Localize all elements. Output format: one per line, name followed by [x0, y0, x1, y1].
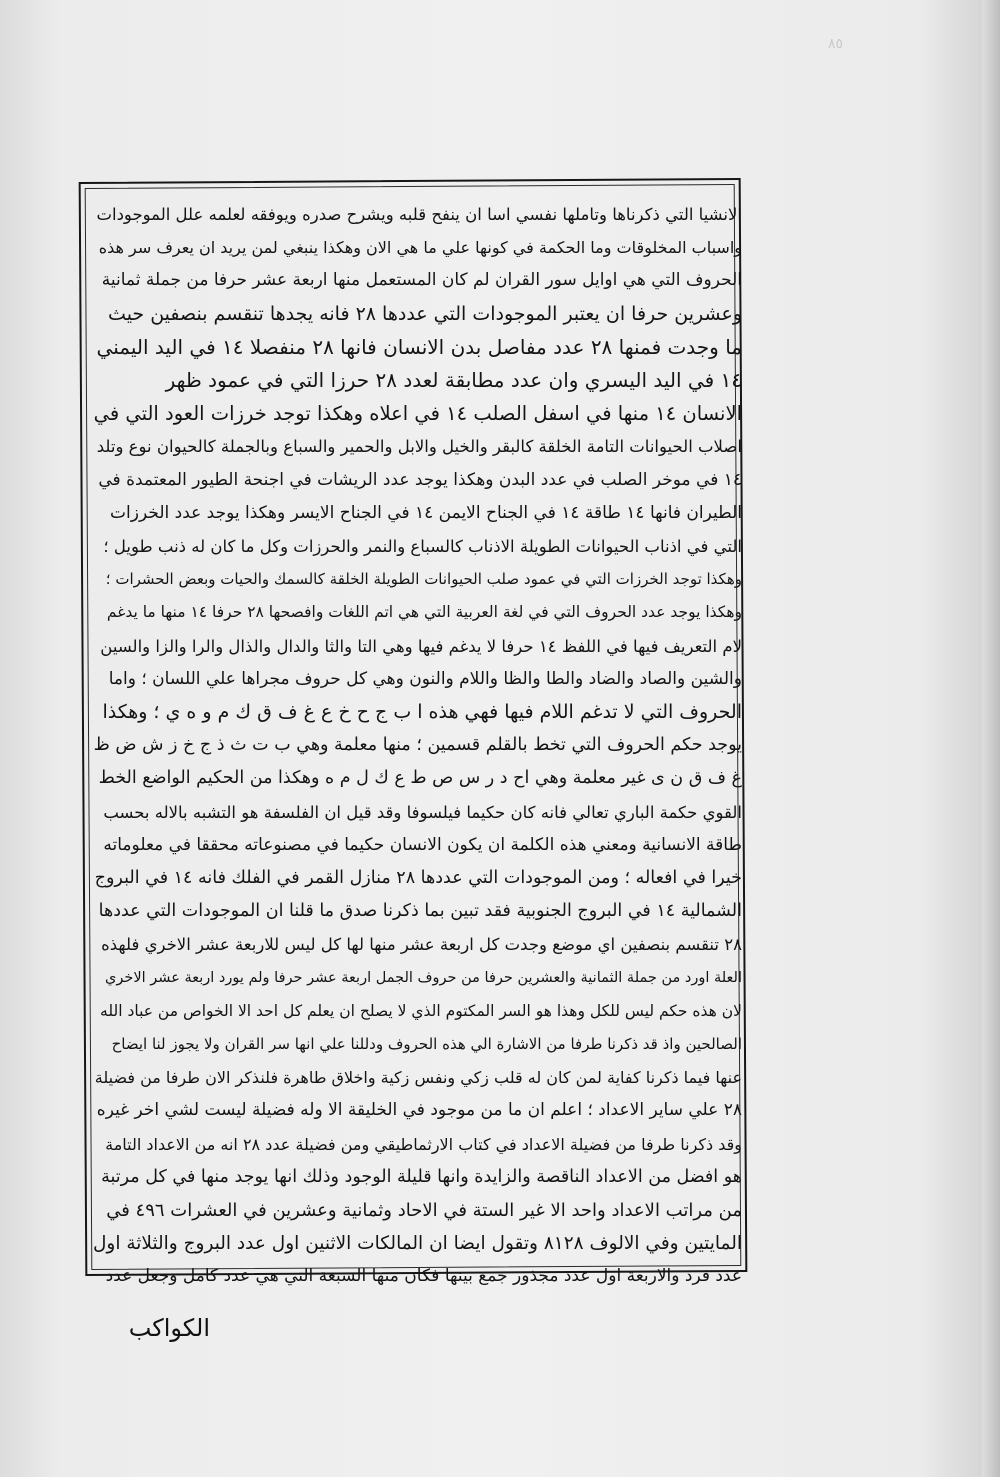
- text-line: الانشيا التي ذكرناها وتاملها نفسي اسا ان ينفح قلبه ويشرح صدره ويوفقه لعلمه علل الموجودات: [96, 205, 742, 224]
- text-line: هو افضل من الاعداد الناقصة والزايدة وانها قليلة الوجود وذلك انها يوجد منها في كل مرتبة: [101, 1166, 742, 1187]
- text-line: الشمالية ١٤ في البروج الجنوبية فقد تبين بما ذكرنا صدق ما قلنا ان الموجودات التي عددها: [98, 901, 742, 922]
- text-line: وعشرين حرفا ان يعتبر الموجودات التي عددها ٢٨ فانه يجدها تنقسم بنصفين حيث: [108, 302, 742, 325]
- text-line: لام التعريف فيها في اللفظ ١٤ حرفا لا يدغم فيها وهي التا والثا والدال والذال والرا والزا والسين: [100, 636, 742, 656]
- text-line: واسباب المخلوقات وما الحكمة في كونها علي ما هي الان وهكذا ينبغي لمن يريد ان يعرف سر هذه: [98, 238, 742, 258]
- text-line: ١٤ في اليد اليسري وان عدد مطابقة لعدد ٢٨ حرزا التي في عمود ظهر: [165, 368, 742, 392]
- text-line: طاقة الانسانية ومعني هذه الكلمة ان يكون الانسان حكيما في مصنوعاته محققا في معلوماته: [103, 834, 742, 855]
- text-line: ١٤ في موخر الصلب في عدد البدن وهكذا يوجد عدد الريشات في اجنحة الطيور المعتمدة في: [98, 469, 742, 490]
- text-line: ما وجدت فمنها ٢٨ عدد مفاصل بدن الانسان فانها ٢٨ منفصلا ١٤ في اليد اليمني: [96, 334, 742, 359]
- text-line: ٢٨ تنقسم بنصفين اي موضع وجدت كل اربعة عشر منها لها كل ليس للاربعة عشر الاخري فلهذه: [101, 935, 742, 955]
- text-line: خيرا في افعاله ؛ ومن الموجودات التي عددها ٢٨ منازل القمر في الفلك فانه ١٤ في البروج: [94, 868, 742, 888]
- text-line: القوي حكمة الباري تعالي فانه كان حكيما فيلسوفا وقد قيل ان الفلسفة هو التشبه بالاله بحسب: [103, 802, 742, 822]
- text-line: العلة اورد من جملة الثمانية والعشرين حرفا من حروف الجمل اربعة عشر حرفا ولم يورد اربعة عشر الاخري: [105, 969, 742, 986]
- text-line: الحروف التي لا تدغم اللام فيها فهي هذه ا ب ج ح خ ع غ ف ق ك م و ه ي ؛ وهكذا: [102, 701, 742, 723]
- text-line: عدد فرد والاربعة اول عدد مجذور جمع بينها فكان منها السبعة التي هي عدد كامل وجعل عدد: [105, 1266, 742, 1287]
- text-line: وقد ذكرنا طرفا من فضيلة الاعداد في كتاب الارثماطيقي ومن فضيلة عدد ٢٨ انه من الاعداد التامة: [105, 1134, 742, 1154]
- text-line: وهكذا يوجد عدد الحروف التي في لغة العربية التي هي اتم اللغات وافصحها ٢٨ حرفا ١٤ منها ما يدغم: [106, 603, 742, 622]
- text-line: الطيران فانها ١٤ طاقة ١٤ في الجناح الايمن ١٤ في الجناح الايسر وهكذا يوجد عدد الخرزات: [110, 502, 742, 523]
- text-line: ٢٨ علي ساير الاعداد ؛ اعلم ان ما من موجود في الخليقة الا وله فضيلة ليست لشي اخر غيره: [96, 1100, 742, 1121]
- text-line: اصلاب الحيوانات التامة الخلقة كالبقر والخيل والابل والحمير والسباع وبالجملة كالحيوان نوع وتلد: [96, 437, 742, 457]
- text-line: عنها فيما ذكرنا كفاية لمن كان له قلب زكي ونفس زكية واخلاق طاهرة فلنذكر الان طرفا من فضيلة: [94, 1068, 742, 1088]
- text-line: من مراتب الاعداد واحد الا غير الستة في الاحاد وثمانية وعشرين في العشرات ٤٩٦ في: [106, 1200, 742, 1221]
- text-line: الانسان ١٤ منها في اسفل الصلب ١٤ في اعلاه وهكذا توجد خرزات العود التي في: [93, 402, 742, 426]
- text-line: لان هذه حكم ليس للكل وهذا هو السر المكتوم الذي لا يصلح ان يعلم كل احد الا الخواص من عباد الله: [100, 1001, 742, 1020]
- text-line: غ ف ق ن ى غير معلمة وهي اح د ر س ص ط ع ك ل م ه وهكذا من الحكيم الواضع الخط: [98, 768, 742, 789]
- text-line: المايتين وفي الالوف ٨١٢٨ وتقول ايضا ان المالكات الاثنين اول عدد البروج والثلاثة اول: [92, 1233, 742, 1255]
- text-line: الحروف التي هي اوايل سور القران لم كان المستعمل منها اربعة عشر حرفا من جملة ثمانية: [101, 270, 742, 291]
- page-number: ٨٥: [828, 36, 844, 52]
- text-line: وهكذا توجد الخرزات التي في عمود صلب الحيوانات الطويلة الخلقة كالسمك والحيات وبعض الحشرات ؛: [105, 570, 742, 589]
- manuscript-text-block: [92, 198, 742, 1287]
- text-line: التي في اذناب الحيوانات الطويلة الاذناب كالسباع والنمر والحرزات وكل ما كان له ذنب طويل ؛: [103, 537, 742, 556]
- text-line: الصالحين واذ قد ذكرنا طرفا من الاشارة الي هذه الحروف ودللنا علي انها سر القران ولا يجوز لنا ايضاح: [111, 1035, 742, 1053]
- catchword: الكواكب: [128, 1314, 210, 1342]
- page-edge: [982, 0, 1000, 1477]
- text-line: يوجد حكم الحروف التي تخط بالقلم قسمين ؛ منها معلمة وهي ب ت ث ذ ج خ ز ش ض ظ: [93, 735, 742, 756]
- text-line: والشين والصاد والضاد والطا والظا واللام والنون وهي كل حروف مجراها علي اللسان ؛ واما: [108, 668, 742, 689]
